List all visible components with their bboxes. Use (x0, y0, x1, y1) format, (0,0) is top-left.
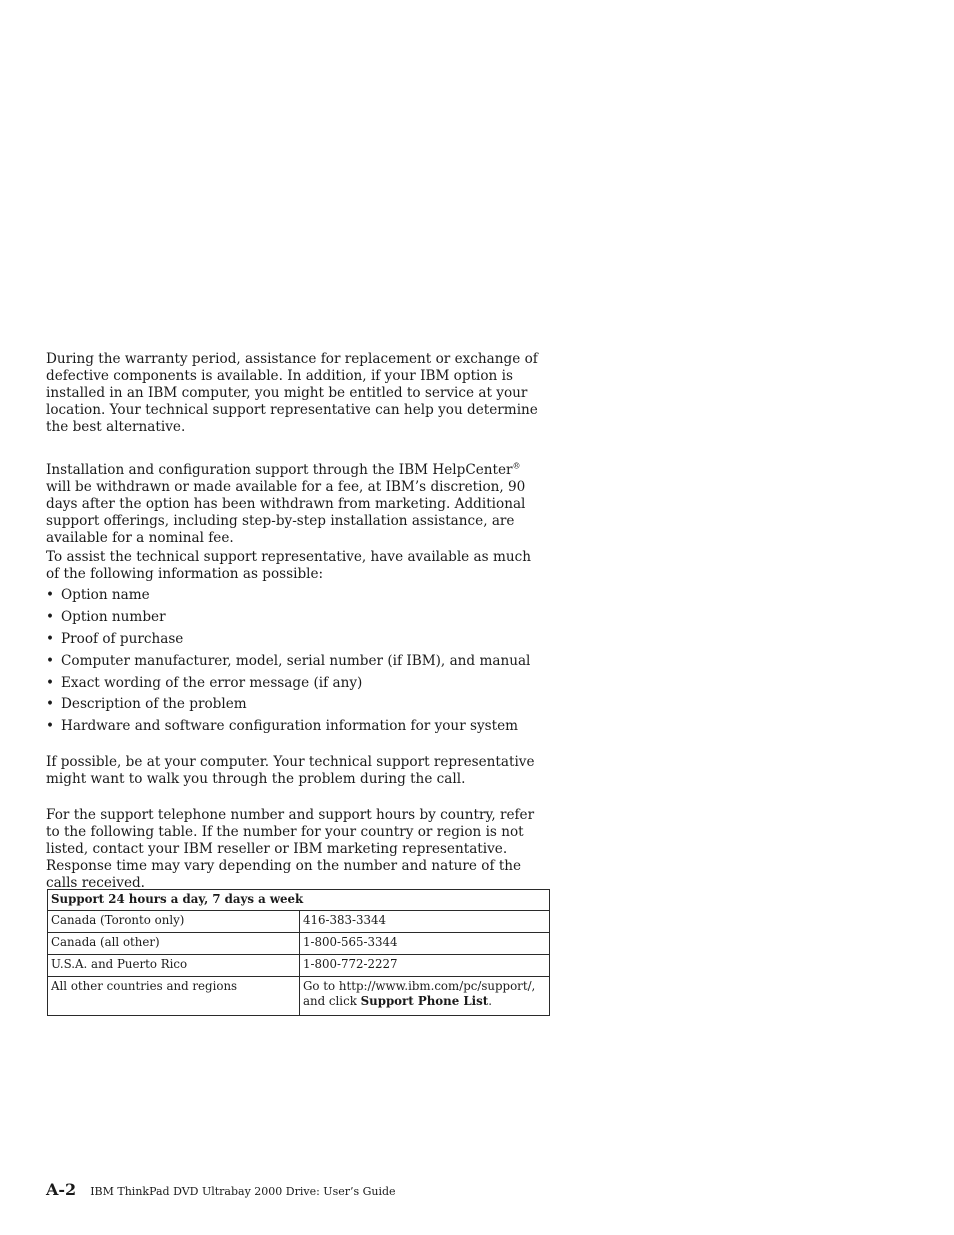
list-item-text: Computer manufacturer, model, serial number (if IBM), and manual (61, 652, 531, 669)
instructions-text: Go to http://www.ibm.com/pc/support/, and click (303, 979, 536, 1008)
bullet-icon: • (46, 652, 55, 669)
book-title: IBM ThinkPad DVD Ultrabay 2000 Drive: User’s Guide (90, 1185, 396, 1198)
list-item (46, 695, 566, 717)
phone-number-cell: 416-383-3344 (300, 911, 550, 933)
list-item-text: Description of the problem (61, 696, 247, 713)
helpcenter-paragraph (46, 462, 546, 547)
warranty-paragraph: During the warranty period, assistance for replacement or exchange of defective components is available. In addition, if your IBM option is installed in an IBM computer, you might be entitled to service at your location. Your technical support representative can help you determine the best alternative. (46, 351, 538, 435)
bullet-icon: • (46, 674, 55, 691)
region-cell: Canada (all other) (48, 933, 300, 955)
region-cell: U.S.A. and Puerto Rico (48, 955, 300, 977)
phone-info-paragraph: For the support telephone number and support hours by country, refer to the following table. If the number for your country or region is not listed, contact your IBM reseller or IBM marketing representative. Response time may vary depending on the number and nature of the calls received. (46, 807, 535, 891)
table-row (48, 955, 550, 977)
instructions-period: . (488, 994, 492, 1008)
list-item-text: Option name (61, 587, 150, 603)
support-phone-list-label: Support Phone List (360, 994, 489, 1008)
bullet-icon: • (46, 718, 55, 735)
helpcenter-text-start: Installation and configuration support through the IBM HelpCenter (46, 462, 513, 478)
bullet-icon: • (46, 630, 55, 647)
list-item-text: Exact wording of the error message (if any) (61, 674, 363, 691)
registered-mark: ® (512, 461, 521, 471)
list-item-text: Hardware and software configuration information for your system (61, 718, 519, 735)
list-item-text: Proof of purchase (61, 630, 184, 647)
region-cell: Canada (Toronto only) (48, 911, 300, 933)
bullet-icon: • (46, 696, 55, 713)
bullet-icon: • (46, 587, 55, 603)
list-item (46, 608, 566, 630)
table-header-row (48, 890, 550, 911)
table-header: Support 24 hours a day, 7 days a week (48, 890, 550, 911)
list-item (46, 586, 566, 608)
assist-intro-paragraph: To assist the technical support representative, have available as much of the following information as possible: (46, 549, 531, 582)
page-number: A-2 (46, 1180, 77, 1199)
be-at-computer-paragraph: If possible, be at your computer. Your technical support representative might want to walk you through the problem during the call. (46, 754, 535, 787)
list-item (46, 652, 566, 674)
list-item (46, 717, 566, 739)
list-item (46, 630, 566, 652)
table-row (48, 977, 550, 1016)
required-info-list (46, 586, 566, 739)
list-item (46, 674, 566, 696)
phone-number-cell: 1-800-772-2227 (300, 955, 550, 977)
page-footer (46, 1180, 396, 1199)
region-cell: All other countries and regions (48, 977, 300, 1016)
phone-number-cell: 1-800-565-3344 (300, 933, 550, 955)
table-row (48, 911, 550, 933)
support-phone-table (47, 889, 550, 1016)
bullet-icon: • (46, 608, 55, 625)
table-row (48, 933, 550, 955)
list-item-text: Option number (61, 608, 166, 625)
support-instructions-cell (300, 977, 550, 1016)
helpcenter-text-end: will be withdrawn or made available for a fee, at IBM’s discretion, 90 days after the option has been withdrawn from marketing. Additional support offerings, including step-by-step installation assistance, are available for a nominal fee. (46, 479, 526, 546)
